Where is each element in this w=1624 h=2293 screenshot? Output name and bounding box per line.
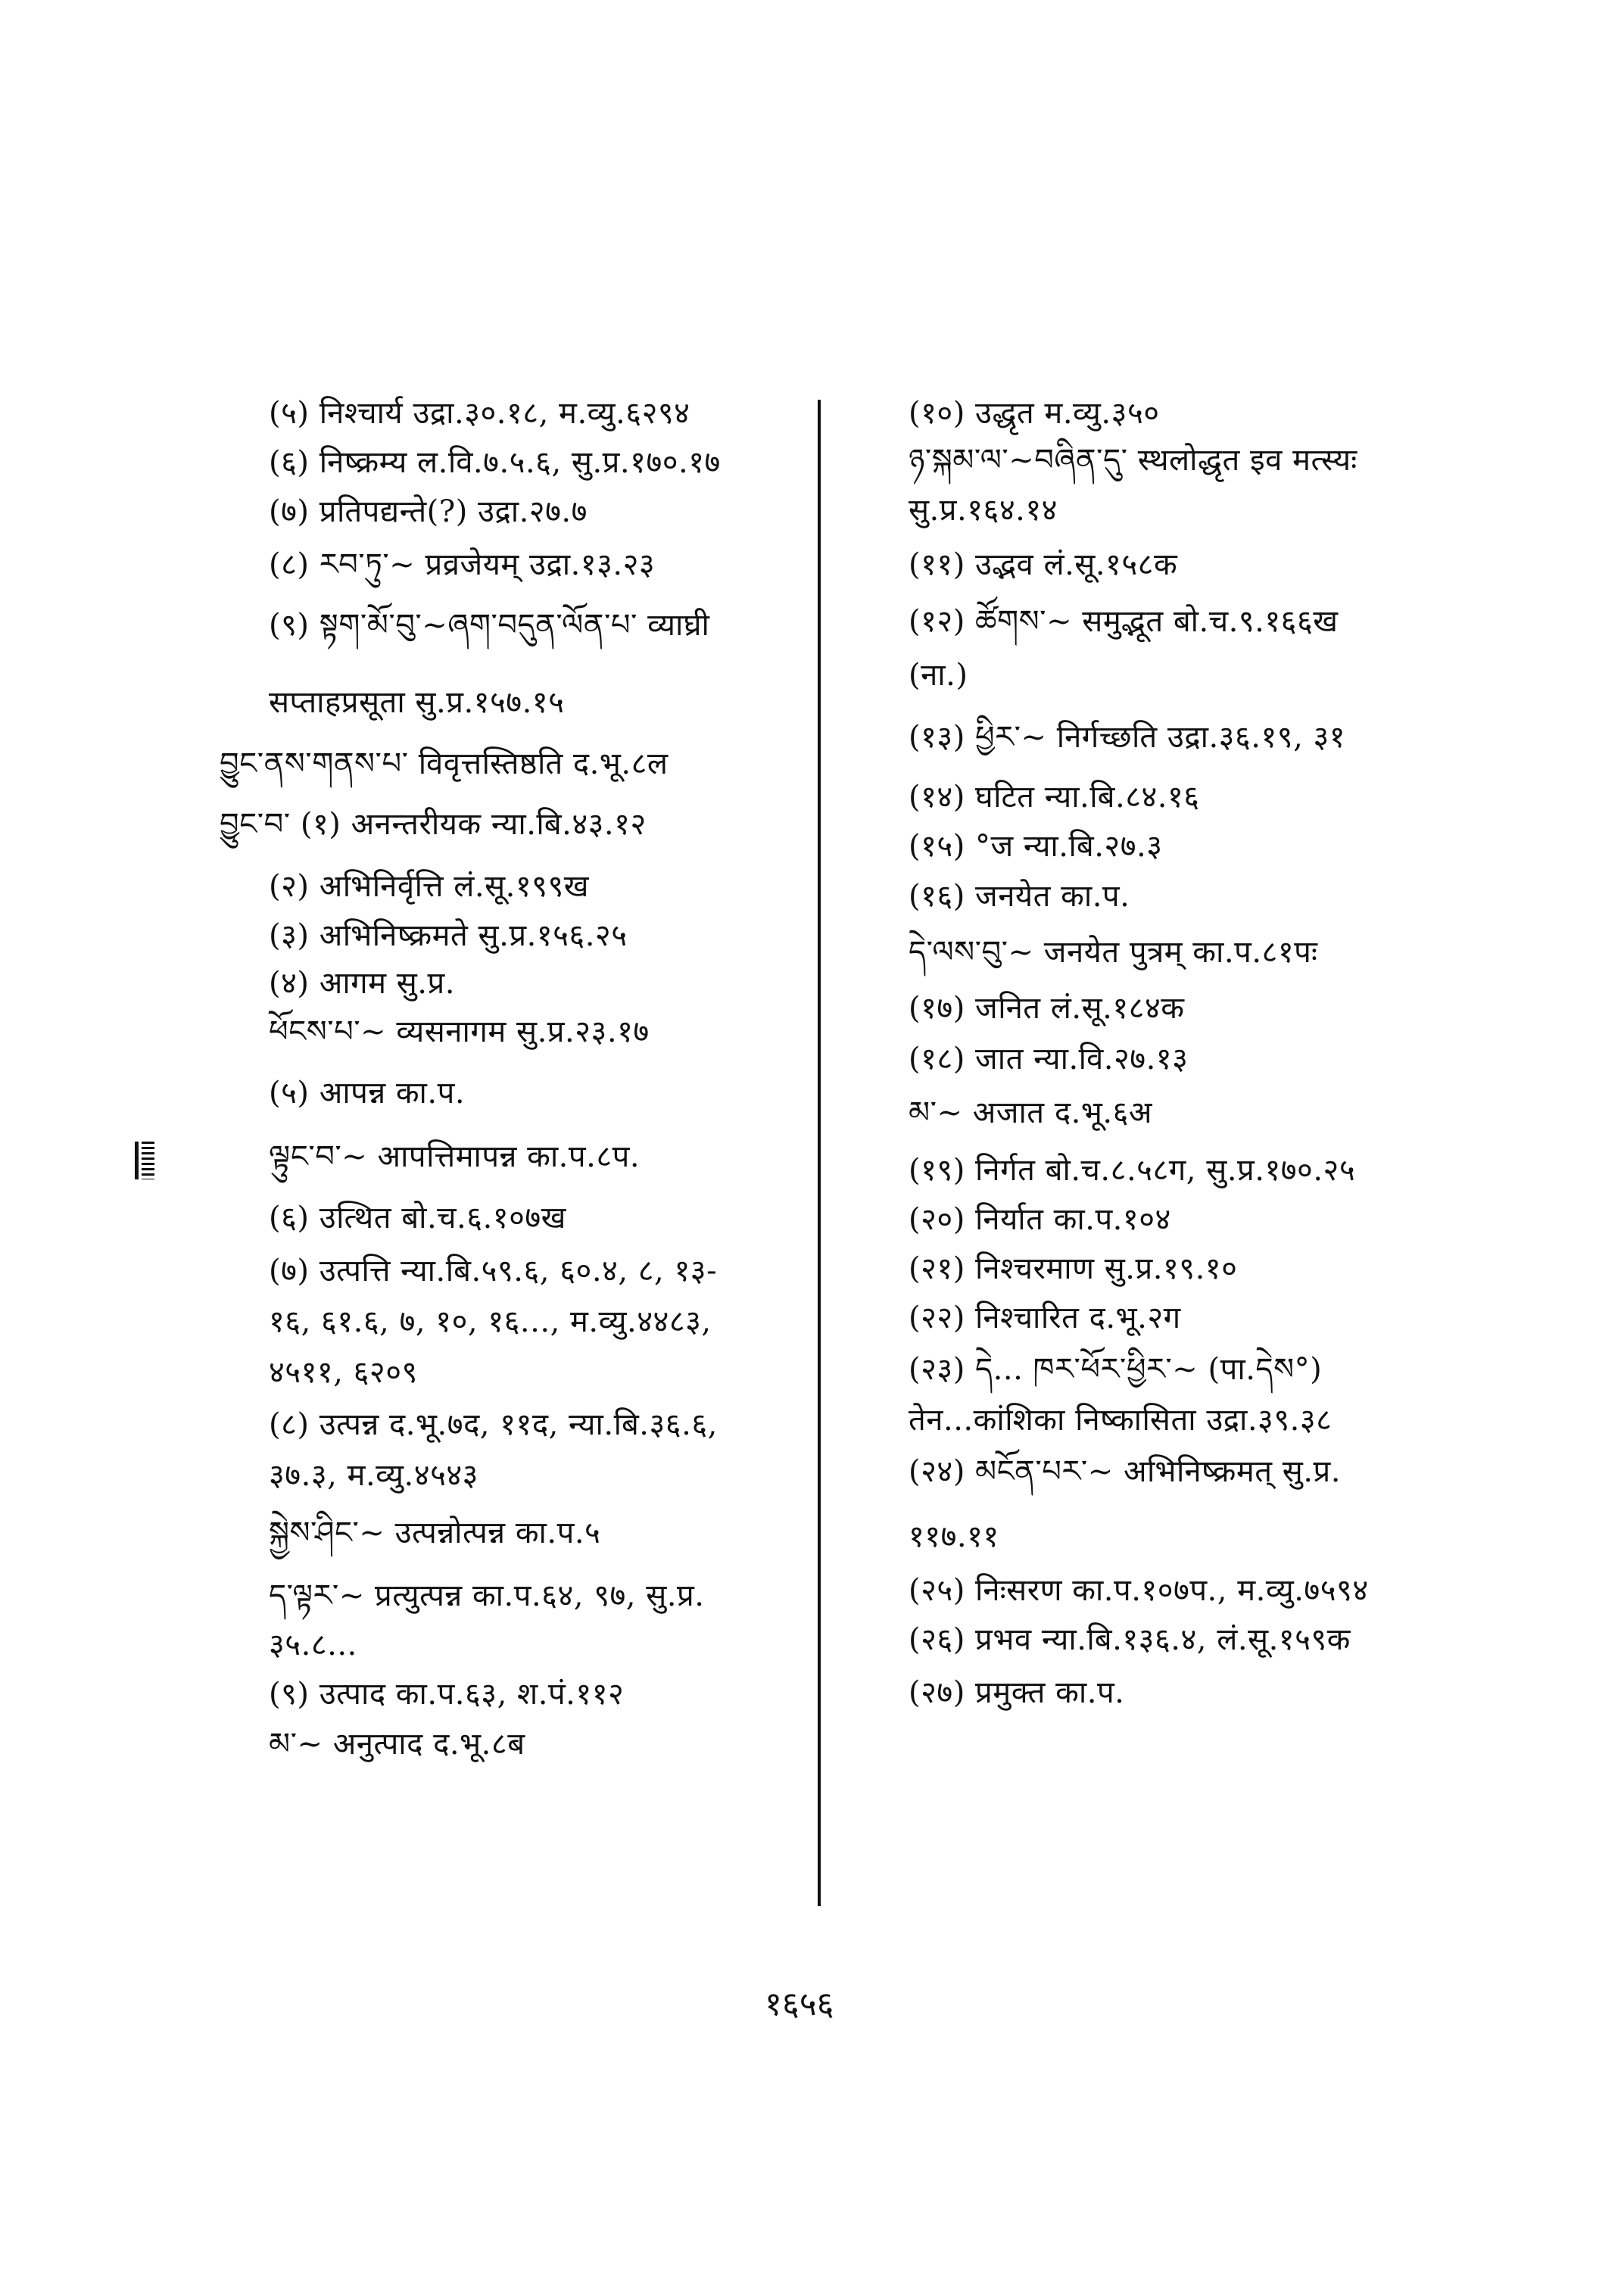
entry-line: १६, ६१.६, ७, १०, १६..., म.व्यु.४४८३, [269, 1304, 712, 1339]
entry-line: (१७) जनित लं.सू.१८४क [909, 991, 1185, 1026]
entry-line: (१३) ཕྱིར་~ निर्गच्छति उद्रा.३६.१९, ३१ [909, 720, 1346, 755]
entry-line: སྐྱེས་ཤིང་~ उत्पन्नोत्पन्न का.प.५ [269, 1516, 601, 1550]
entry-line: (१८) जात न्या.वि.२७.१३ [909, 1042, 1189, 1076]
entry-line: (२५) निःसरण का.प.१०७प., म.व्यु.७५९४ [909, 1573, 1369, 1608]
entry-line: ཉ་སྐམ་ལ་~བཞིན་དུ་ स्थलोद्धृत इव मत्स्यः [909, 443, 1357, 478]
entry-line: (८) རབ་ཏུ་~ प्रव्रजेयम् उद्रा.१३.२३ [269, 547, 656, 582]
column-divider [818, 400, 821, 1906]
entry-line: तेन...कांशिका निष्कासिता उद्रा.३९.३८ [909, 1403, 1333, 1438]
entry-line: सप्ताहप्रसूता सु.प्र.१५७.१५ [269, 685, 565, 720]
entry-line: (५) आपन्न का.प. [269, 1076, 466, 1111]
entry-line: (२३) དེ... ཁར་ཕོར་ཕྱིར་~ (पा.དེས°) [909, 1352, 1323, 1387]
entry-line: (२१) निश्चरमाण सु.प्र.१९.१० [909, 1251, 1238, 1286]
entry-line: (ना.) [909, 658, 968, 693]
entry-line: (५) निश्चार्य उद्रा.३०.१८, म.व्यु.६२९४ [269, 396, 690, 431]
entry-line: (२४) མངོན་པར་~ अभिनिष्क्रमत् सु.प्र. [909, 1454, 1342, 1489]
entry-line: (१९) निर्गत बो.च.८.५८ग, सु.प्र.१७०.२५ [909, 1153, 1356, 1188]
entry-line: (६) निष्क्रम्य ल.वि.७.५.६, सु.प्र.१७०.१७ [269, 445, 721, 480]
entry-line: (६) उत्थित बो.च.६.१०७ख [269, 1201, 566, 1235]
entry-line: ११७.११ [909, 1519, 999, 1554]
entry-line: (१४) घटित न्या.बि.८४.१६ [909, 780, 1200, 815]
entry-line: (४) आगम सु.प्र. [269, 966, 455, 1001]
entry-line: མ་~ अनुत्पाद द.भू.८ब [269, 1727, 525, 1762]
entry-line: ४५११, ६२०९ [269, 1355, 418, 1390]
entry-line: (२७) प्रमुक्त का.प. [909, 1675, 1125, 1710]
entry-line: (७) प्रतिपद्यन्ते(?) उद्रा.२७.७ [269, 494, 588, 529]
entry-line: བྱུང་ནས་གནས་པ་ विवृत्तस्तिष्ठति द.भू.८ल [220, 746, 669, 781]
entry-line: ३७.३, म.व्यु.४५४३ [269, 1458, 478, 1493]
entry-line: ཕོངས་པ་~ व्यसनागम सु.प्र.२३.१७ [269, 1014, 650, 1049]
entry-line: ད་ལྟར་~ प्रत्युत्पन्न का.प.६४, ९७, सु.प्र. [269, 1578, 705, 1613]
entry-line: ལྟུང་བ་~ आपत्तिमापन्न का.प.८प. [269, 1139, 641, 1174]
entry-line: सु.प्र.१६४.१४ [909, 493, 1058, 528]
entry-line: (१२) ཚོགས་~ समुद्भूत बो.च.९.१६६ख [909, 604, 1339, 639]
entry-line: མ་~ अजात द.भू.६अ [909, 1095, 1152, 1130]
page-number: १६५६ [765, 1985, 834, 2024]
entry-line: (१६) जनयेत का.प. [909, 879, 1130, 914]
entry-line: (२०) निर्यात का.प.१०४ [909, 1202, 1171, 1237]
entry-line: དེ་ལས་བུ་~ जनयेत पुत्रम् का.प.८१पः [909, 935, 1318, 970]
entry-line: (९) སྟག་མོ་བུ་~ཞག་བདུན་ལོན་པ་ व्याघ्री [269, 608, 710, 643]
entry-line: (१५) °ज न्या.बि.२७.३ [909, 829, 1163, 864]
margin-mark [135, 1142, 154, 1179]
entry-line: (३) अभिनिष्क्रमते सु.प्र.१५६.२५ [269, 918, 628, 953]
entry-line: (२६) प्रभव न्या.बि.१३६.४, लं.सू.१५९क [909, 1622, 1351, 1657]
entry-line: (२) अभिनिर्वृत्ति लं.सू.१९९ख [269, 869, 589, 904]
entry-line: (२२) निश्चारित द.भू.२ग [909, 1301, 1181, 1335]
entry-line: (८) उत्पन्न द.भू.७द, ११द, न्या.बि.३६.६, [269, 1407, 718, 1442]
entry-line: (१०) उद्धृत म.व्यु.३५० [909, 396, 1160, 431]
entry-line: ३५.८... [269, 1628, 357, 1662]
entry-line: (९) उत्पाद का.प.६३, श.पं.११२ [269, 1677, 625, 1712]
entry-line: བྱུང་བ་ (१) अनन्तरीयक न्या.बि.४३.१२ [220, 807, 647, 842]
entry-line: (११) उद्भव लं.सू.१५८क [909, 547, 1178, 582]
entry-line: (७) उत्पत्ति न्या.बि.५९.६, ६०.४, ८, १३- [269, 1254, 718, 1288]
